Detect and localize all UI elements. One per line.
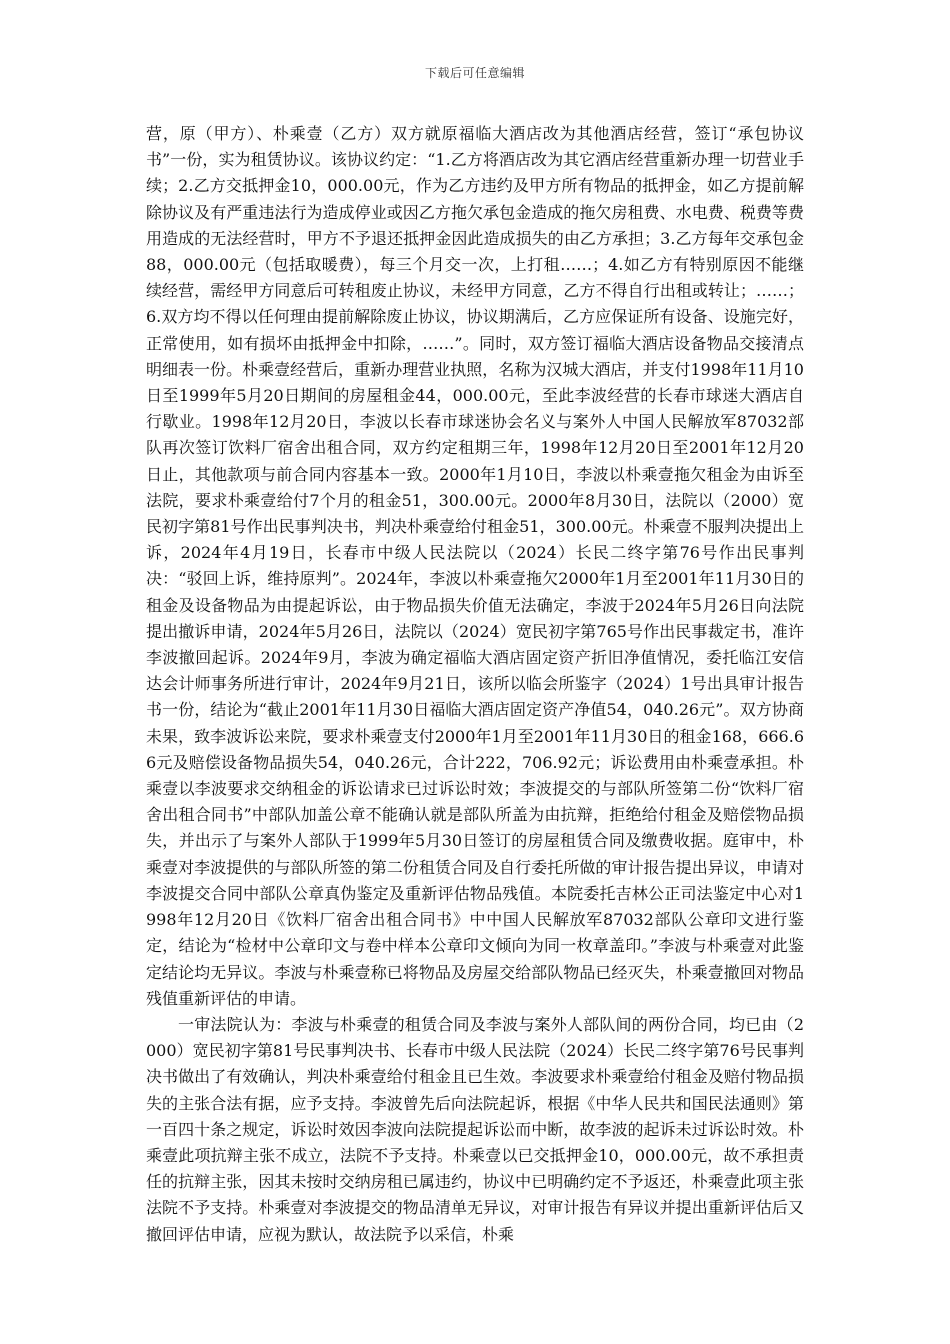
paragraph-2: 一审法院认为：李波与朴乘壹的租赁合同及李波与案外人部队间的两份合同，均已由（2000）宽民初字第81号民事判决书、长春市中级人民法院（2024）长民二终字第76号民事判决书做出了有效确认，判决朴乘壹给付租金且已生效。李波要求朴乘壹给付租金及赔付物品损失的主张合法有据，应予支持。李波曾先后向法院起诉，根据《中华人民共和国民法通则》第一百四十条之规定，诉讼时效因李波向法院提起诉讼而中断，故李波的起诉未过诉讼时效。朴乘壹此项抗辩主张不成立，法院不予支持。朴乘壹以已交抵押金10，000.00元，故不承担责任的抗辩主张，因其未按时交纳房租已属违约，协议中已明确约定不予返还，朴乘壹此项主张法院不予支持。朴乘壹对李波提交的物品清单无异议，对审计报告有异议并提出重新评估后又撤回评估申请，应视为默认，故法院予以采信，朴乘 (146, 1014, 804, 1244)
document-body (146, 121, 804, 1248)
paragraph-1: 营，原（甲方）、朴乘壹（乙方）双方就原福临大酒店改为其他酒店经营，签订“承包协议书”一份，实为租赁协议。该协议约定：“1.乙方将酒店改为其它酒店经营重新办理一切营业手续；2.乙方交抵押金10，000.00元，作为乙方违约及甲方所有物品的抵押金，如乙方提前解除协议及有严重违法行为造成停业或因乙方拖欠承包金造成的拖欠房租费、水电费、税费等费用造成的无法经营时，甲方不予退还抵押金因此造成损失的由乙方承担；3.乙方每年交承包金88，000.00元（包括取暖费），每三个月交一次，上打租……；4.如乙方有特别原因不能继续经营，需经甲方同意后可转租废止协议，未经甲方同意，乙方不得自行出租或转让；……；6.双方均不得以任何理由提前解除废止协议，协议期满后，乙方应保证所有设备、设施完好，正常使用，如有损坏由抵押金中扣除，……”。同时，双方签订福临大酒店设备物品交接清点明细表一份。朴乘壹经营后，重新办理营业执照，名称为汉城大酒店，并支付1998年11月10日至1999年5月20日期间的房屋租金44，000.00元，至此李波经营的长春市球迷大酒店自行歇业。1998年12月20日，李波以长春市球迷协会名义与案外人中国人民解放军87032部队再次签订饮料厂宿舍出租合同，双方约定租期三年，1998年12月20日至2001年12月20日止，其他款项与前合同内容基本一致。2000年1月10日，李波以朴乘壹拖欠租金为由诉至法院，要求朴乘壹给付7个月的租金51，300.00元。2000年8月30日，法院以（2000）宽民初字第81号作出民事判决书，判决朴乘壹给付租金51，300.00元。朴乘壹不服判决提出上诉，2024年4月19日，长春市中级人民法院以（2024）长民二终字第76号作出民事判决：“驳回上诉，维持原判”。2024年，李波以朴乘壹拖欠2000年1月至2001年11月30日的租金及设备物品为由提起诉讼，由于物品损失价值无法确定，李波于2024年5月26日向法院提出撤诉申请，2024年5月26日，法院以（2024）宽民初字第765号作出民事裁定书，准许李波撤回起诉。2024年9月，李波为确定福临大酒店固定资产折旧净值情况，委托临江安信达会计师事务所进行审计，2024年9月21日，该所以临会所鉴字（2024）1号出具审计报告书一份，结论为“截止2001年11月30日福临大酒店固定资产净值54，040.26元”。双方协商未果，致李波诉讼来院，要求朴乘壹支付2000年1月至2001年11月30日的租金168，666.66元及赔偿设备物品损失54，040.26元，合计222，706.92元；诉讼费用由朴乘壹承担。朴乘壹以李波要求交纳租金的诉讼请求已过诉讼时效；李波提交的与部队所签第二份“饮料厂宿舍出租合同书”中部队加盖公章不能确认就是部队所盖为由抗辩，拒绝给付租金及赔偿物品损失，并出示了与案外人部队于1999年5月30日签订的房屋租赁合同及缴费收据。庭审中，朴乘壹对李波提供的与部队所签的第二份租赁合同及自行委托所做的审计报告提出异议，申请对李波提交合同中部队公章真伪鉴定及重新评估物品残值。本院委托吉林公正司法鉴定中心对1998年12月20日《饮料厂宿舍出租合同书》中中国人民解放军87032部队公章印文进行鉴定，结论为“检材中公章印文与卷中样本公章印文倾向为同一枚章盖印。”李波与朴乘壹对此鉴定结论均无异议。李波与朴乘壹称已将物品及房屋交给部队物品已经灭失，朴乘壹撤回对物品残值重新评估的申请。 (146, 124, 804, 1008)
page-header: 下载后可任意编辑 (424, 66, 525, 80)
